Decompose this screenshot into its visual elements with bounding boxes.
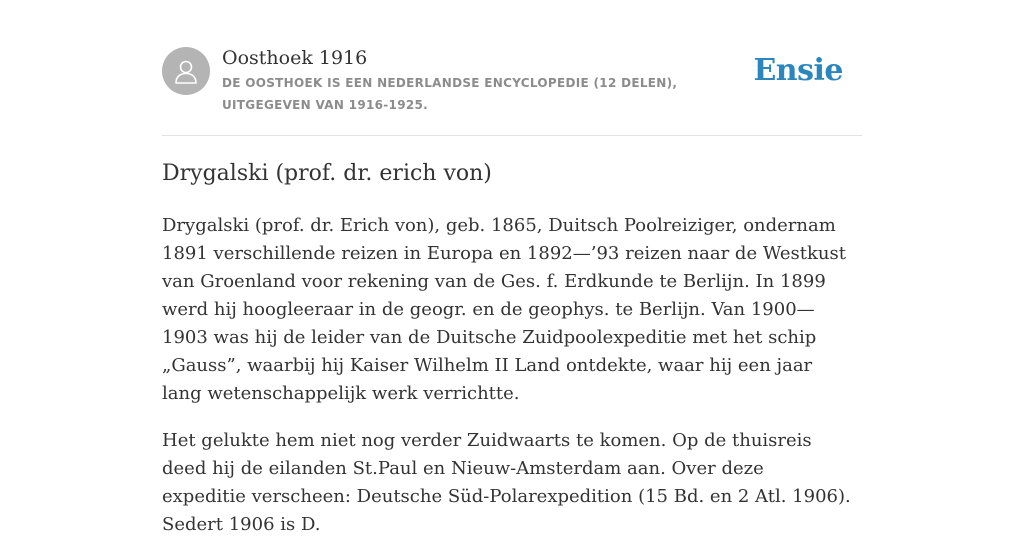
ensie-logo[interactable]: Ensie (753, 53, 843, 88)
user-icon (172, 57, 200, 85)
source-header (162, 46, 862, 136)
source-title[interactable]: Oosthoek 1916 (222, 47, 368, 69)
source-avatar[interactable] (162, 47, 210, 95)
article-paragraph: Het gelukte hem niet nog verder Zuidwaarts te komen. Op de thuisreis deed hij de eilanden St.Paul en Nieuw-Amsterdam aan. Over deze expeditie verscheen: Deutsche Süd-Polarexpedition (15 Bd. en 2 Atl. 1906). Sedert 1906 is D. (162, 430, 851, 535)
article-paragraph: Drygalski (prof. dr. Erich von), geb. 1865, Duitsch Poolreiziger, ondernam 1891 verschillende reizen in Europa en 1892—’93 reizen naar de Westkust van Groenland voor rekening van de Ges. f. Erdkunde te Berlijn. In 1899 werd hij hoogleeraar in de geogr. en de geophys. te Berlijn. Van 1900—1903 was hij de leider van de Duitsche Zuidpoolexpeditie met het schip „Gauss”, waarbij hij Kaiser Wilhelm II Land ontdekte, waar hij een jaar lang wetenschappelijk werk verrichtte. (162, 215, 846, 404)
article-body (162, 212, 852, 558)
source-description: DE OOSTHOEK IS EEN NEDERLANDSE ENCYCLOPEDIE (12 DELEN), UITGEGEVEN VAN 1916-1925. (222, 76, 678, 112)
header-divider (162, 135, 862, 136)
article-title: Drygalski (prof. dr. erich von) (162, 161, 492, 186)
